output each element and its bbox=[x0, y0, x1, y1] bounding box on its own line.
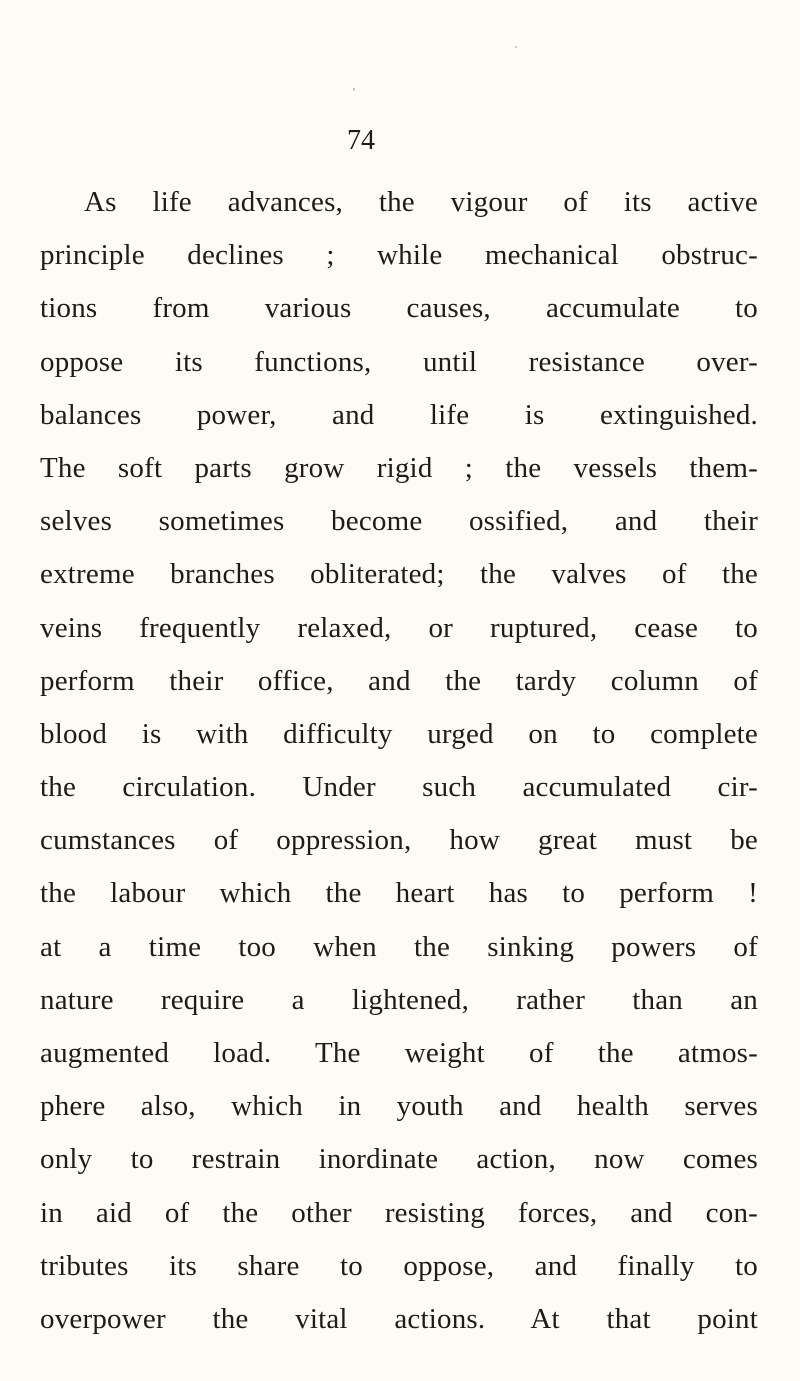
text-line: selves sometimes become ossified, and their bbox=[40, 505, 758, 538]
text-line: cumstances of oppression, how great must be bbox=[40, 824, 758, 857]
text-line: principle declines ; while mechanical obstruc- bbox=[40, 239, 758, 272]
text-line: tributes its share to oppose, and finally to bbox=[40, 1249, 758, 1282]
text-line: balances power, and life is extinguished. bbox=[40, 398, 758, 431]
text-line: blood is with difficulty urged on to complete bbox=[40, 717, 758, 750]
text-line: extreme branches obliterated; the valves of the bbox=[40, 558, 758, 591]
body-text bbox=[40, 176, 758, 1346]
text-line: at a time too when the sinking powers of bbox=[40, 930, 758, 963]
page-number: 74 bbox=[347, 125, 375, 156]
text-line: only to restrain inordinate action, now comes bbox=[40, 1143, 758, 1176]
text-line: veins frequently relaxed, or ruptured, cease to bbox=[40, 611, 758, 644]
text-line: overpower the vital actions. At that point bbox=[40, 1302, 758, 1335]
text-line: perform their office, and the tardy column of bbox=[40, 664, 758, 697]
paper-speck bbox=[515, 46, 517, 48]
text-line: phere also, which in youth and health serves bbox=[40, 1090, 758, 1123]
paper-speck bbox=[353, 88, 355, 91]
text-line: oppose its functions, until resistance over- bbox=[40, 345, 758, 378]
text-line: nature require a lightened, rather than an bbox=[40, 983, 758, 1016]
text-line: in aid of the other resisting forces, and con- bbox=[40, 1196, 758, 1229]
text-line: As life advances, the vigour of its active bbox=[84, 186, 758, 218]
text-line: the circulation. Under such accumulated cir- bbox=[40, 771, 758, 804]
text-line: augmented load. The weight of the atmos- bbox=[40, 1037, 758, 1069]
text-line: The soft parts grow rigid ; the vessels them- bbox=[40, 451, 758, 484]
text-line: tions from various causes, accumulate to bbox=[40, 292, 758, 325]
text-line: the labour which the heart has to perform ! bbox=[40, 877, 758, 910]
